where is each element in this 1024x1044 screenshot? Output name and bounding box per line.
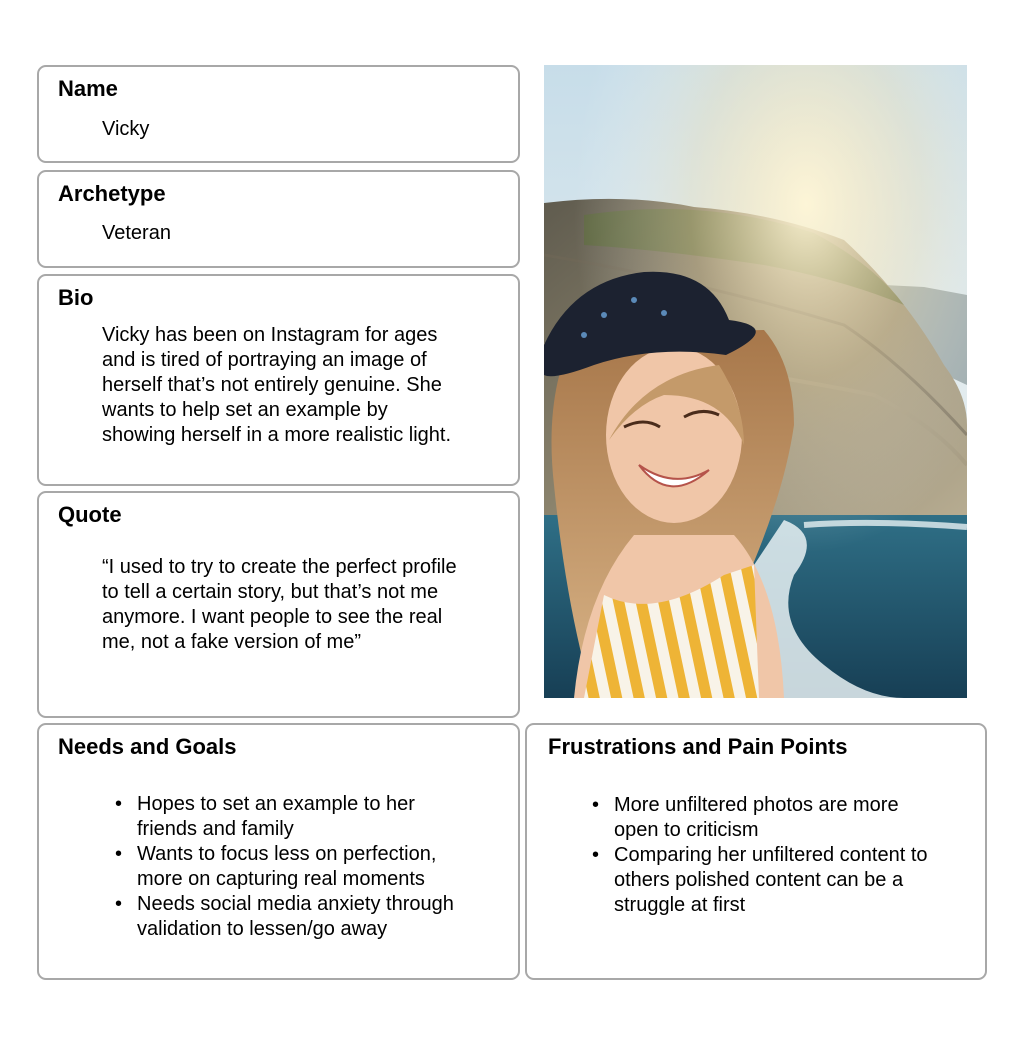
list-item: • Needs social media anxiety through validation to lessen/go away	[115, 893, 454, 940]
bio-text	[102, 323, 504, 448]
bullet-icon: •	[115, 843, 123, 865]
quote-line: to tell a certain story, but that’s not me	[102, 581, 439, 603]
frustrations-list	[590, 793, 977, 918]
frustrations-label: Frustrations and Pain Points	[548, 734, 848, 759]
quote-line: “I used to try to create the perfect profile	[102, 556, 457, 578]
archetype-value: Veteran	[102, 222, 171, 244]
list-item: • Comparing her unfiltered content to others polished content can be a struggle at first	[592, 844, 928, 916]
frustrations-card	[525, 723, 987, 980]
name-value: Vicky	[102, 118, 150, 140]
bio-line: Vicky has been on Instagram for ages	[102, 324, 438, 346]
list-item: • More unfiltered photos are more open to criticism	[592, 794, 899, 841]
list-item: • Hopes to set an example to her friends and family	[115, 793, 415, 840]
bullet-icon: •	[115, 793, 123, 815]
archetype-card	[37, 170, 520, 268]
needs-goals-card	[37, 723, 520, 980]
bio-card	[37, 274, 520, 486]
archetype-label: Archetype	[58, 181, 166, 206]
quote-label: Quote	[58, 502, 122, 527]
bullet-icon: •	[592, 794, 600, 816]
bio-line: and is tired of portraying an image of	[102, 349, 427, 371]
list-item: • Wants to focus less on perfection, more on capturing real moments	[115, 843, 437, 890]
quote-line: anymore. I want people to see the real	[102, 606, 443, 628]
quote-card	[37, 491, 520, 718]
name-label: Name	[58, 76, 118, 101]
quote-line: me, not a fake version of me”	[102, 631, 362, 653]
name-card	[37, 65, 520, 163]
bullet-icon: •	[115, 893, 123, 915]
bullet-icon: •	[592, 844, 600, 866]
bio-label: Bio	[58, 285, 94, 310]
bio-line: herself that’s not entirely genuine. She	[102, 374, 442, 396]
needs-goals-label: Needs and Goals	[58, 734, 237, 759]
quote-text	[102, 555, 504, 655]
bio-line: showing herself in a more realistic light.	[102, 424, 452, 446]
bio-line: wants to help set an example by	[102, 399, 388, 421]
persona-photo	[544, 65, 967, 698]
needs-goals-list	[113, 792, 508, 942]
